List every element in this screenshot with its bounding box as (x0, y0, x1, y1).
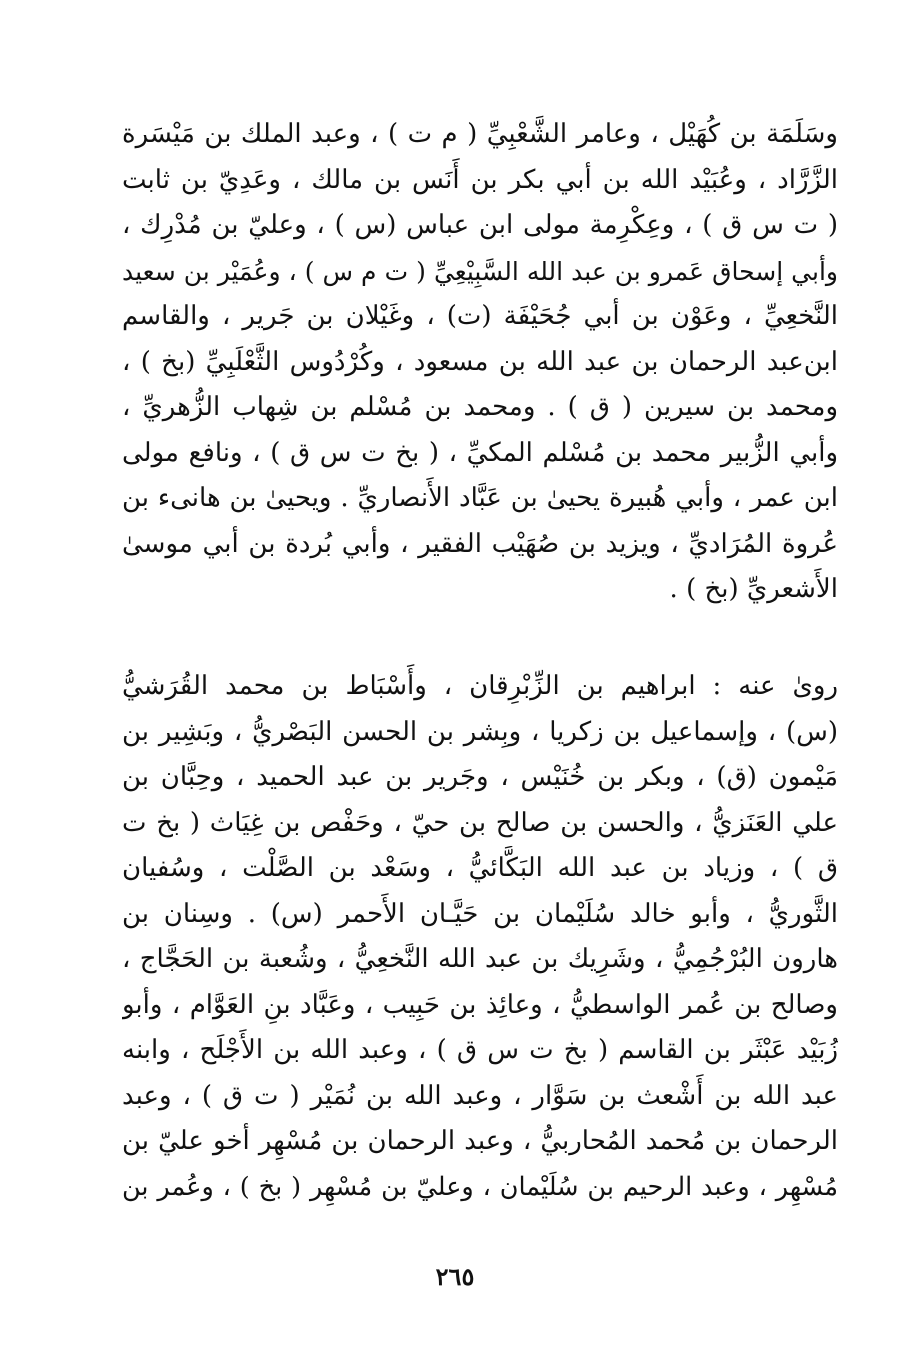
text-line: مُسْهِر ، وعبد الرحيم بن سُلَيْمان ، وعليّ بن مُسْهِر ( بخ ) ، وعُمر بن (122, 1171, 838, 1202)
text-line: وأبي الزُّبير محمد بن مُسْلم المكيِّ ، ( بخ ت س ق ) ، ونافع مولى (122, 437, 838, 468)
text-line: وسَلَمَة بن كُهَيْل ، وعامر الشَّعْبِيِّ ( م ت ) ، وعبد الملك بن مَيْسَرة (122, 119, 838, 149)
paragraph-students (122, 664, 838, 1210)
paragraph-teachers (122, 112, 838, 613)
text-line: هارون البُرْجُمِيُّ ، وشَرِيك بن عبد الله النَّخعِيُّ ، وشُعبة بن الحَجَّاج ، (122, 944, 838, 974)
text-line: (س) ، وإسماعيل بن زكريا ، وبِشر بن الحسن البَصْريُّ ، وبَشِير بن (122, 716, 838, 747)
text-line: النَّخعِيِّ ، وعَوْن بن أبي جُحَيْفَة (ت) ، وغَيْلان بن جَرير ، والقاسم (122, 301, 838, 331)
text-line: عُروة المُرَاديِّ ، ويزيد بن صُهَيْب الفقير ، وأبي بُردة بن أبي موسىٰ (122, 528, 838, 559)
text-line: وصالح بن عُمر الواسطيُّ ، وعائِذ بن حَبِيب ، وعَبَّاد بنِ العَوَّام ، وأبو (122, 989, 838, 1020)
text-line: وأبي إسحاق عَمرو بن عبد الله السَّبِيْعِيِّ ( ت م س ) ، وعُمَيْر بن سعيد (122, 256, 838, 286)
text-line: روىٰ عنه : ابراهيم بن الزِّبْرِقان ، وأَسْبَاط بن محمد القُرَشيُّ (122, 671, 838, 701)
page-number: ٢٦٥ (435, 1262, 475, 1291)
text-line: عبد الله بن أَشْعث بن سَوَّار ، وعبد الله بن نُمَيْر ( ت ق ) ، وعبد (122, 1080, 838, 1111)
text-line: مَيْمون (ق) ، وبكر بن خُنَيْس ، وجَرير بن عبد الحميد ، وحِبَّان بن (122, 762, 838, 792)
text-line: الثَّوريُّ ، وأبو خالد سُلَيْمان بن حَيَّـان الأَحمر (س) . وسِنان بن (122, 898, 838, 929)
text-line: الأَشعريِّ (بخ ) . (669, 574, 838, 604)
text-line: الرحمان بن مُحمد المُحاربيُّ ، وعبد الرحمان بن مُسْهِر أخو عليّ بن (122, 1126, 838, 1156)
text-line: الزَّرَّاد ، وعُبَيْد الله بن أبي بكر بن أَنَس بن مالك ، وعَدِيّ بن ثابت (122, 164, 838, 195)
text-line: ق ) ، وزياد بن عبد الله البَكَّائيُّ ، وسَعْد بن الصَّلْت ، وسُفيان (122, 853, 838, 883)
text-line: ابن عمر ، وأبي هُبيرة يحيىٰ بن عَبَّاد الأَنصاريِّ . ويحيىٰ بن هانىء بن (122, 483, 838, 513)
text-line: ابن‌عبد الرحمان بن عبد الله بن مسعود ، وكُرْدُوس الثَّعْلَبِيِّ (بخ ) ، (122, 346, 838, 377)
text-line: ومحمد بن سيرين ( ق ) . ومحمد بن مُسْلم بن شِهاب الزُّهريِّ ، (122, 392, 838, 422)
text-line: زُبَيْد عَبْثَر بن القاسم ( بخ ت س ق ) ، وعبد الله بن الأَجْلَح ، وابنه (122, 1035, 838, 1065)
text-line: علي العَنَزيُّ ، والحسن بن صالح بن حيّ ، وحَفْص بن غِيَاث ( بخ ت (122, 807, 838, 838)
text-line: ( ت س ق ) ، وعِكْرِمة مولى ابن عباس (س ) ، وعليّ بن مُدْرِك ، (122, 210, 838, 240)
